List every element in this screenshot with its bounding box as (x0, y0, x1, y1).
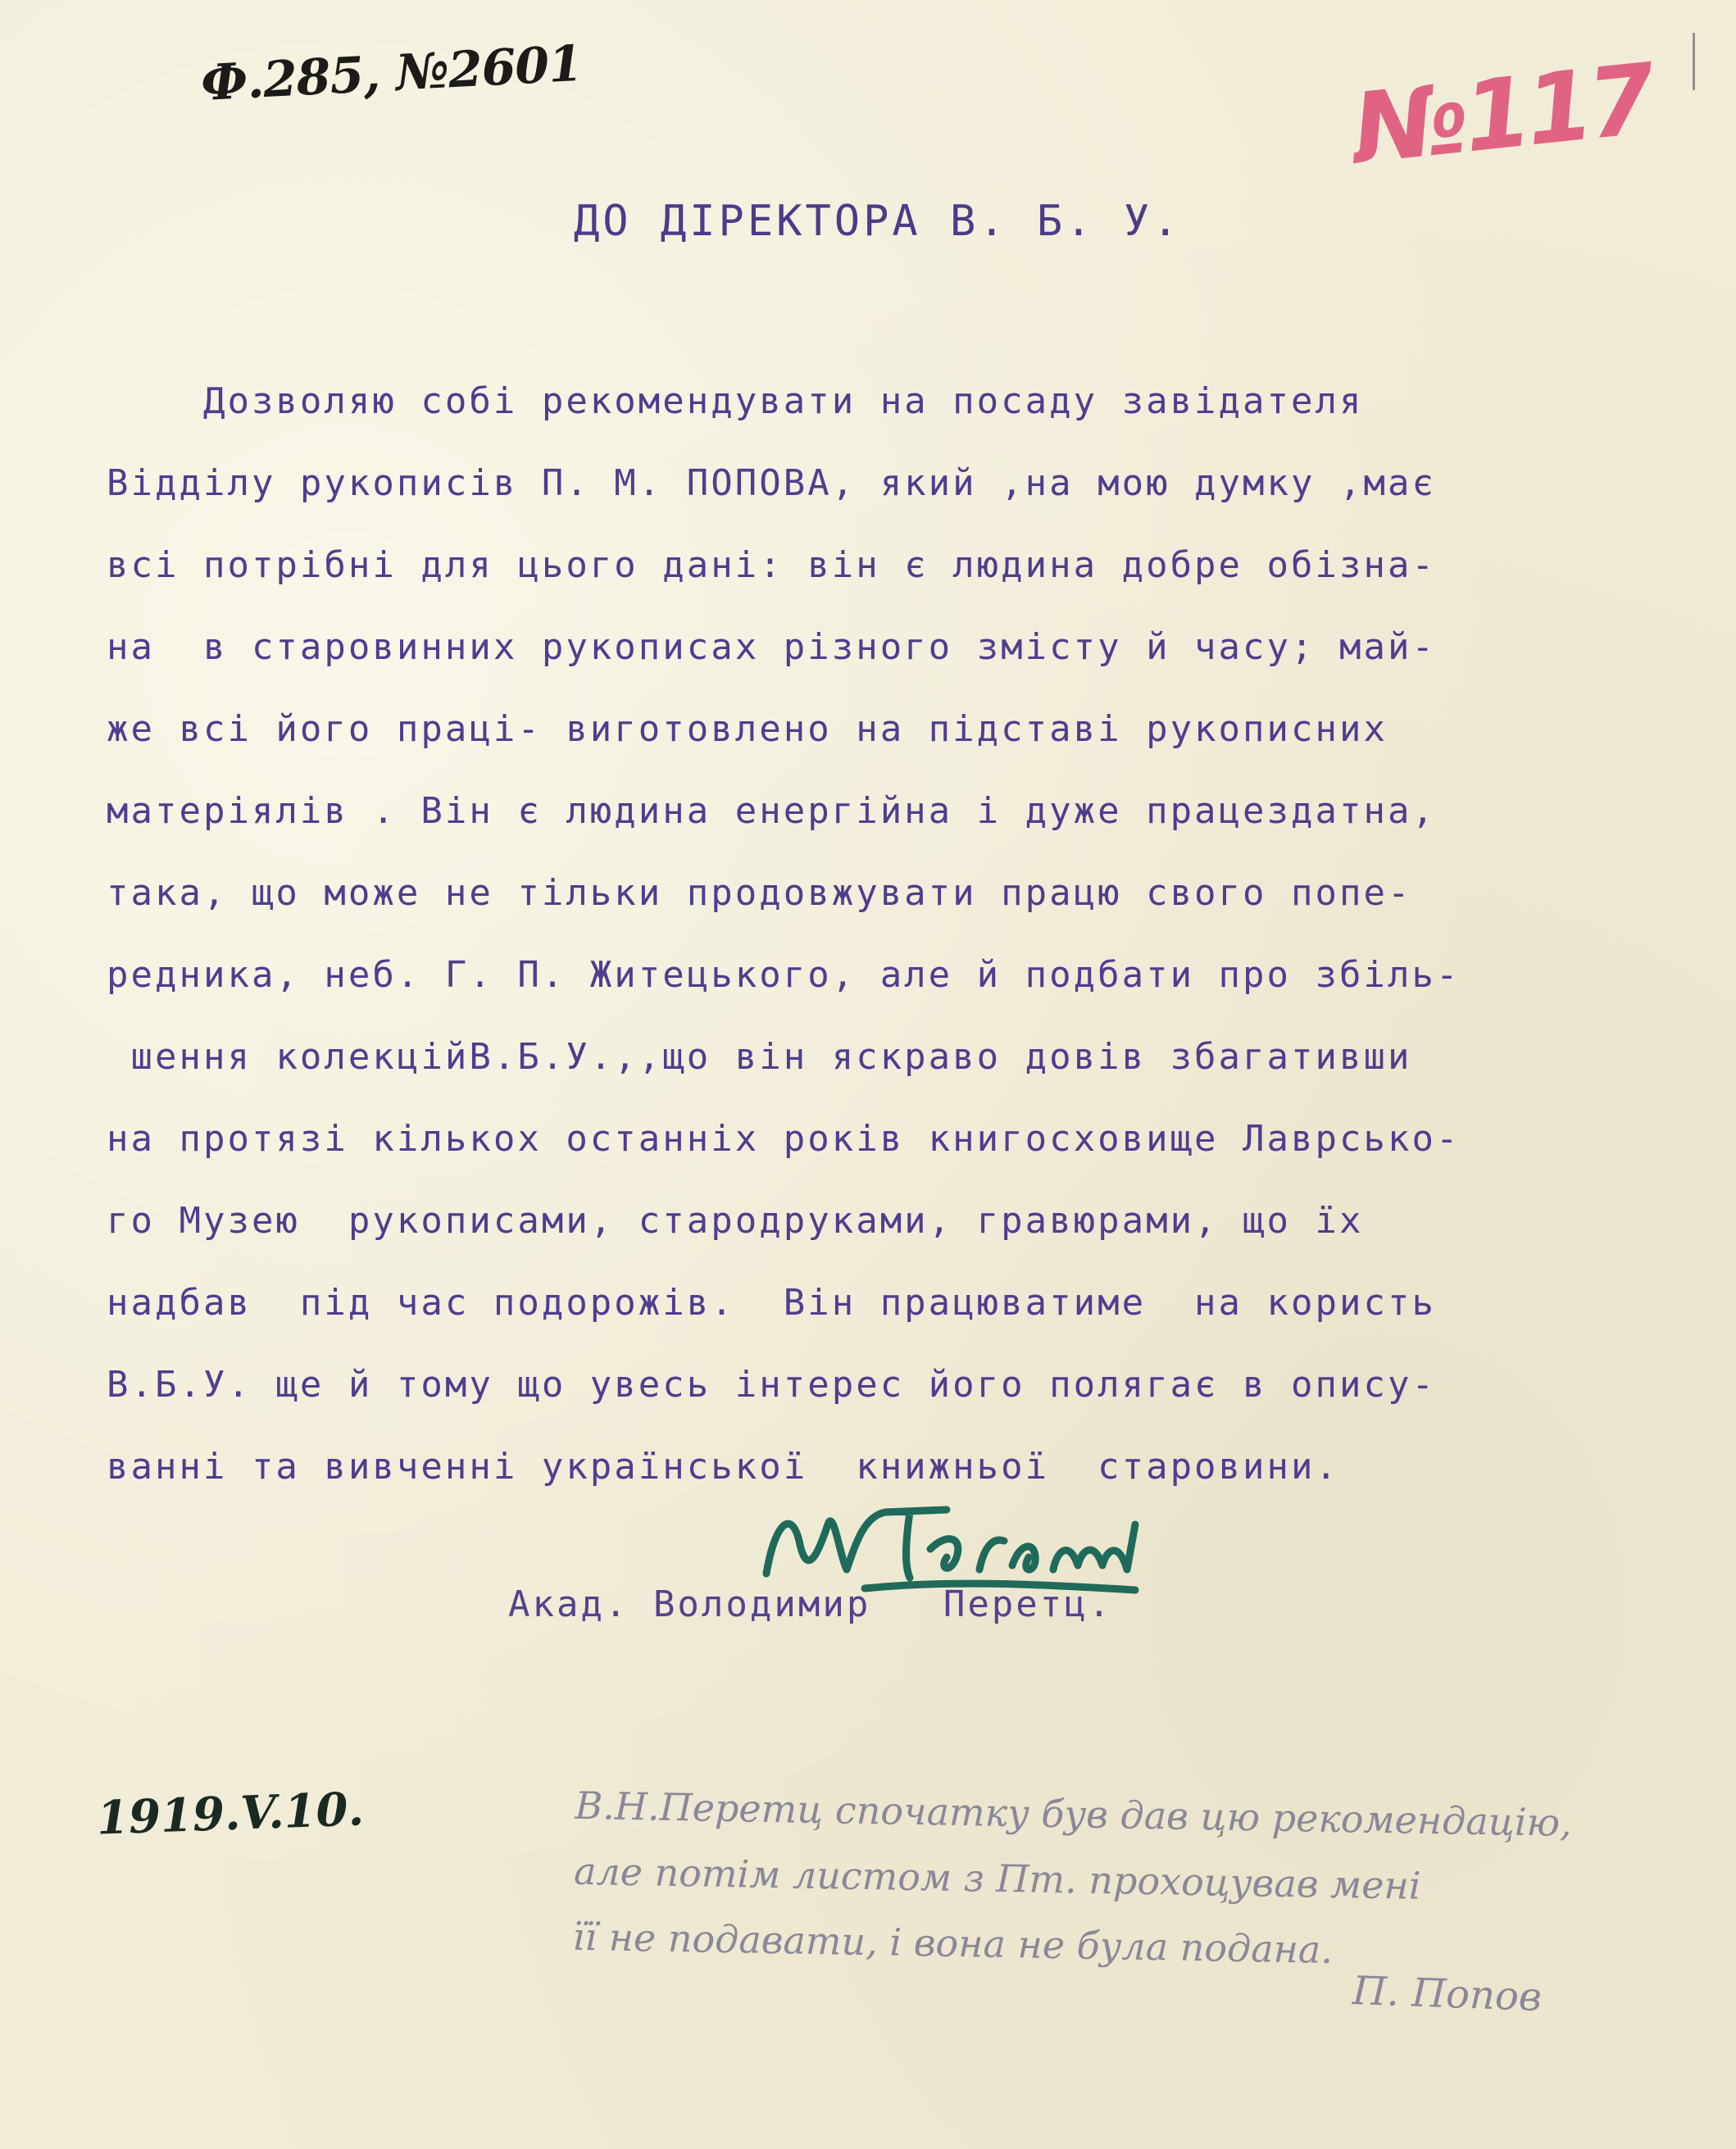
body-line: же всі його праці- виготовлено на підставі рукописних (107, 708, 1388, 750)
annotation-line: але потім листом з Пт. прохоцував мені (573, 1848, 1421, 1908)
body-line: редника, неб. Г. П. Житецького, але й подбати про збіль- (107, 954, 1461, 996)
body-line: надбав під час подорожів. Він працюватиме на користь (107, 1282, 1436, 1324)
annotation-line: В.Н.Перетц спочатку був дав цю рекомендацію, (575, 1783, 1573, 1846)
margin-pen-mark (1693, 33, 1695, 90)
body-line: на в старовинних рукописах різного змісту й часу; май- (107, 626, 1436, 668)
body-line: ванні та вивченні української книжньої старовини. (107, 1446, 1340, 1488)
annotation-line: її не подавати, і вона не була подана. (572, 1914, 1334, 1972)
pencil-annotation (572, 1773, 1723, 1989)
body-line: Дозволяю собі рекомендувати на посаду завідателя (107, 380, 1364, 422)
body-line: всі потрібні для цього дані: він є людина добре обізна- (107, 544, 1436, 586)
body-line: така, що може не тільки продовжувати працю свого попе- (107, 872, 1412, 914)
body-line: Відділу рукописів П. М. ПОПОВА, який ,на мою думку ,має (107, 462, 1436, 504)
body-line: го Музею рукописами, стародруками, гравюрами, що їх (107, 1200, 1364, 1242)
date-handwritten: 1919.V.10. (95, 1782, 365, 1846)
body-line: матеріялів . Він є людина енергійна і дуже працездатна, (107, 790, 1436, 832)
body-line: на протязі кількох останніх років книгосховище Лаврсько- (107, 1118, 1461, 1160)
letter-body (107, 361, 1705, 1508)
body-line: В.Б.У. ще й тому що увесь інтерес його полягає в опису- (107, 1364, 1436, 1406)
archive-reference: Ф.285, №2601 (199, 34, 584, 113)
body-line: шення колекційВ.Б.У.,,що він яскраво довів збагативши (107, 1036, 1412, 1078)
document-heading: ДО ДІРЕКТОРА В. Б. У. (574, 197, 1182, 246)
signer-name: Акад. Володимир Перетц. (508, 1583, 1113, 1625)
annotation-signature: П. Попов (1352, 1967, 1543, 2021)
document-number-mark: №117 (1347, 42, 1656, 186)
